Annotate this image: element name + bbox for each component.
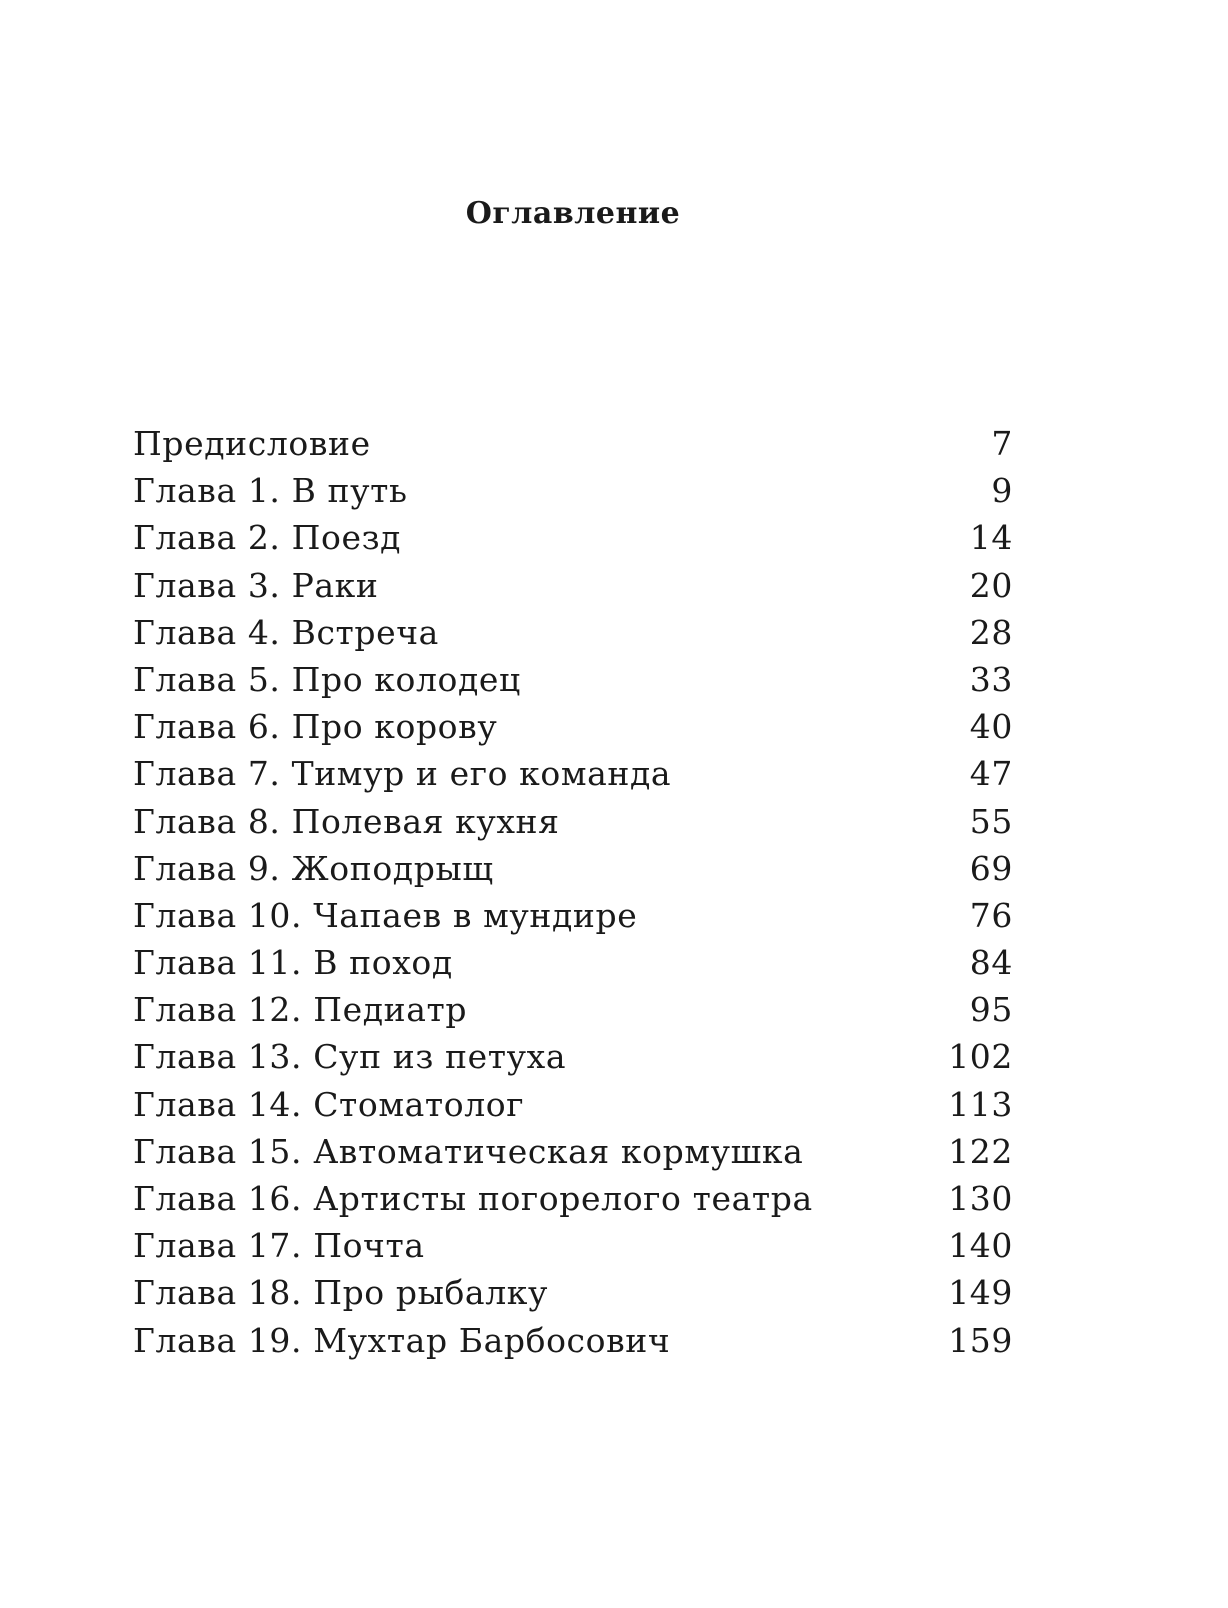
toc-entry	[133, 1222, 1013, 1269]
toc-entry	[133, 939, 1013, 986]
toc-entry	[133, 562, 1013, 609]
toc-entry-page: 84	[969, 943, 1013, 983]
toc-entry-label: Глава 1. В путь	[133, 471, 408, 511]
toc-entry	[133, 656, 1013, 703]
toc-entry-label: Глава 14. Стоматолог	[133, 1084, 525, 1124]
toc-entry-label: Глава 17. Почта	[133, 1226, 425, 1266]
toc-entry-page: 140	[948, 1226, 1013, 1266]
toc-entry-page: 122	[948, 1131, 1013, 1171]
toc-entry-label: Глава 8. Полевая кухня	[133, 801, 560, 841]
toc-entry	[133, 750, 1013, 797]
page-title: Оглавление	[465, 196, 681, 231]
toc-entry-label: Глава 3. Раки	[133, 565, 379, 605]
toc-entry-label: Предисловие	[133, 424, 371, 463]
toc-entry-label: Глава 9. Жоподрыщ	[133, 848, 494, 888]
toc-entry	[133, 798, 1013, 845]
toc-list	[133, 420, 1013, 1364]
toc-entry-page: 20	[969, 565, 1013, 605]
toc-entry	[133, 1081, 1013, 1128]
toc-entry-page: 95	[969, 990, 1013, 1030]
toc-entry-page: 55	[969, 801, 1013, 841]
toc-entry	[133, 1175, 1013, 1222]
toc-entry-page: 14	[969, 518, 1013, 558]
toc-entry-page: 159	[948, 1320, 1013, 1360]
toc-entry	[133, 609, 1013, 656]
toc-entry-label: Глава 5. Про колодец	[133, 659, 521, 699]
toc-entry-label: Глава 7. Тимур и его команда	[133, 754, 672, 794]
toc-entry-label: Глава 19. Мухтар Барбосович	[133, 1320, 671, 1360]
toc-entry-page: 40	[969, 707, 1013, 747]
toc-entry	[133, 1317, 1013, 1364]
toc-entry-label: Глава 2. Поезд	[133, 518, 402, 558]
toc-entry-page: 33	[969, 659, 1013, 699]
toc-entry-page: 113	[948, 1084, 1013, 1124]
toc-entry	[133, 1033, 1013, 1080]
toc-entry-label: Глава 6. Про корову	[133, 707, 498, 747]
toc-entry	[133, 845, 1013, 892]
toc-entry-label: Глава 12. Педиатр	[133, 990, 468, 1030]
toc-entry	[133, 514, 1013, 561]
toc-entry-label: Глава 18. Про рыбалку	[133, 1273, 548, 1313]
toc-entry-page: 9	[991, 471, 1013, 511]
toc-entry-page: 130	[948, 1179, 1013, 1218]
toc-entry-label: Глава 15. Автоматическая кормушка	[133, 1131, 804, 1171]
toc-entry-label: Глава 10. Чапаев в мундире	[133, 895, 638, 935]
toc-entry-page: 69	[969, 848, 1013, 888]
toc-entry-label: Глава 13. Суп из петуха	[133, 1037, 567, 1077]
toc-entry	[133, 986, 1013, 1033]
toc-entry-page: 28	[969, 612, 1013, 652]
toc-entry	[133, 1128, 1013, 1175]
toc-entry-page: 7	[991, 424, 1013, 463]
toc-entry	[133, 703, 1013, 750]
toc-entry	[133, 467, 1013, 514]
toc-entry-label: Глава 4. Встреча	[133, 612, 439, 652]
toc-entry-label: Глава 16. Артисты погорелого театра	[133, 1179, 813, 1218]
toc-entry	[133, 892, 1013, 939]
toc-entry-page: 149	[948, 1273, 1013, 1313]
toc-entry-page: 47	[969, 754, 1013, 794]
toc-entry	[133, 420, 1013, 467]
toc-entry-label: Глава 11. В поход	[133, 943, 453, 983]
toc-entry-page: 76	[969, 895, 1013, 935]
toc-entry	[133, 1269, 1013, 1316]
toc-entry-page: 102	[948, 1037, 1013, 1077]
